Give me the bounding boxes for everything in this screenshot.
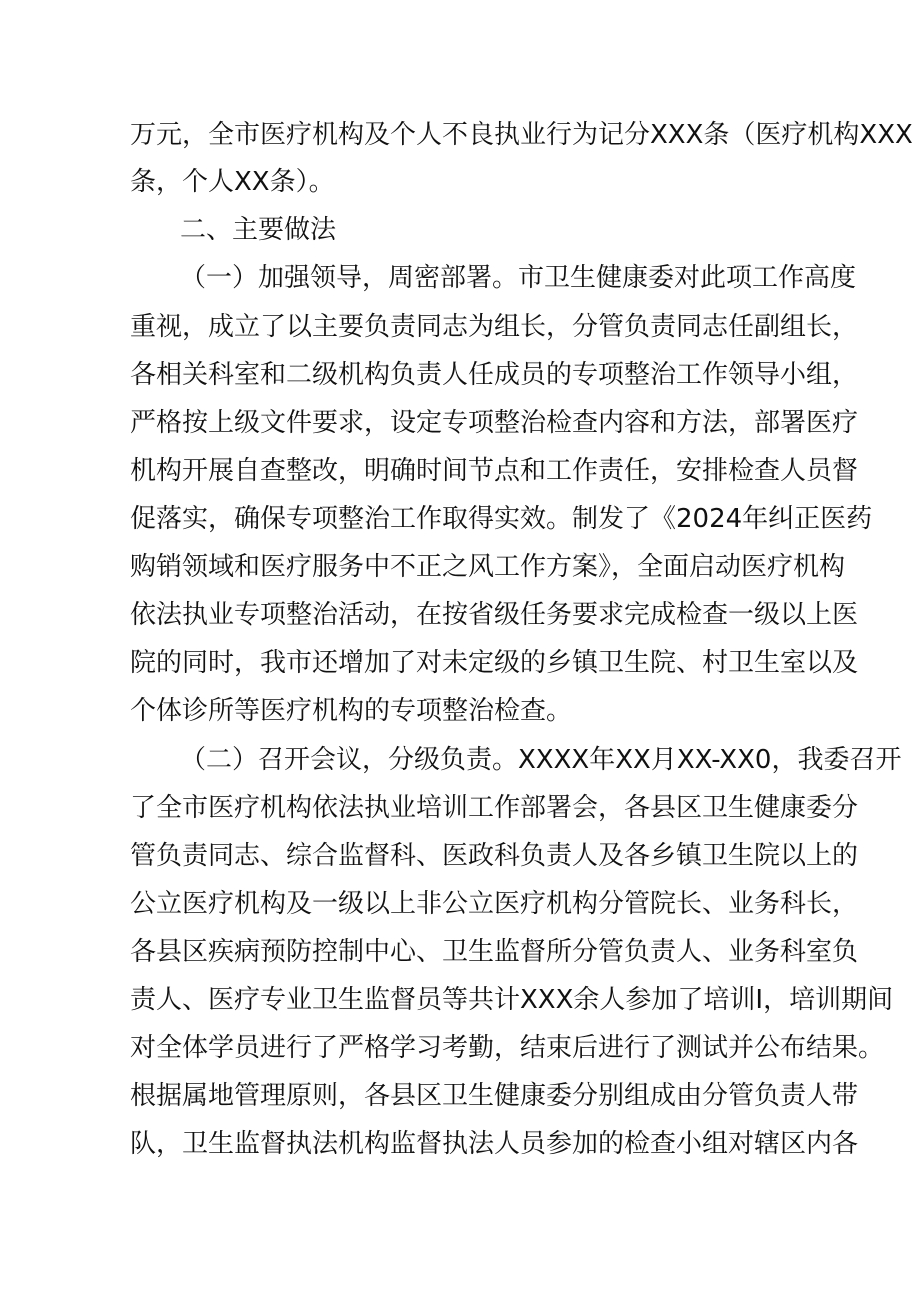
text-line-10: 购销领域和医疗服务中不正之风工作方案》，全面启动医疗机构: [130, 552, 846, 582]
text-line-11: 依法执业专项整治活动，在按省级任务要求完成检查一级以上医: [130, 600, 859, 630]
text-line-17: 公立医疗机构及一级以上非公立医疗机构分管院长、业务科长，: [130, 889, 859, 919]
text-line-18: 各县区疾病预防控制中心、卫生监督所分管负责人、业务科室负: [130, 937, 859, 967]
text-line-19: 责人、医疗专业卫生监督员等共计XXX余人参加了培训I，培训期间: [130, 985, 894, 1015]
text-line-16: 管负责同志、综合监督科、医政科负责人及各乡镇卫生院以上的: [130, 841, 859, 871]
text-line-2: 条，个人XX条）。: [130, 167, 335, 197]
text-line-12: 院的同时，我市还增加了对未定级的乡镇卫生院、村卫生室以及: [130, 648, 859, 678]
text-line-6: 各相关科室和二级机构负责人任成员的专项整治工作领导小组，: [130, 360, 859, 390]
text-line-14: （二）召开会议，分级负责。XXXX年XX月XX-XX0，我委召开: [180, 745, 902, 775]
text-line-15: 了全市医疗机构依法执业培训工作部署会，各县区卫生健康委分: [130, 793, 859, 823]
text-line-7: 严格按上级文件要求，设定专项整治检查内容和方法，部署医疗: [130, 408, 859, 438]
text-line-1: 万元，全市医疗机构及个人不良执业行为记分XXX条（医疗机构XXX: [130, 120, 913, 150]
text-line-21: 根据属地管理原则，各县区卫生健康委分别组成由分管负责人带: [130, 1081, 859, 1111]
text-line-8: 机构开展自查整改，明确时间节点和工作责任，安排检查人员督: [130, 456, 859, 486]
text-line-22: 队，卫生监督执法机构监督执法人员参加的检查小组对辖区内各: [130, 1129, 859, 1159]
text-line-9: 促落实，确保专项整治工作取得实效。制发了《2024年纠正医药: [130, 504, 873, 534]
section-heading: 二、主要做法: [180, 215, 337, 245]
text-line-20: 对全体学员进行了严格学习考勤，结束后进行了测试并公布结果。: [130, 1033, 885, 1063]
text-line-5: 重视，成立了以主要负责同志为组长，分管负责同志任副组长，: [130, 312, 859, 342]
text-line-4: （一）加强领导，周密部署。市卫生健康委对此项工作高度: [180, 263, 857, 293]
text-line-13: 个体诊所等医疗机构的专项整治检查。: [130, 696, 573, 726]
